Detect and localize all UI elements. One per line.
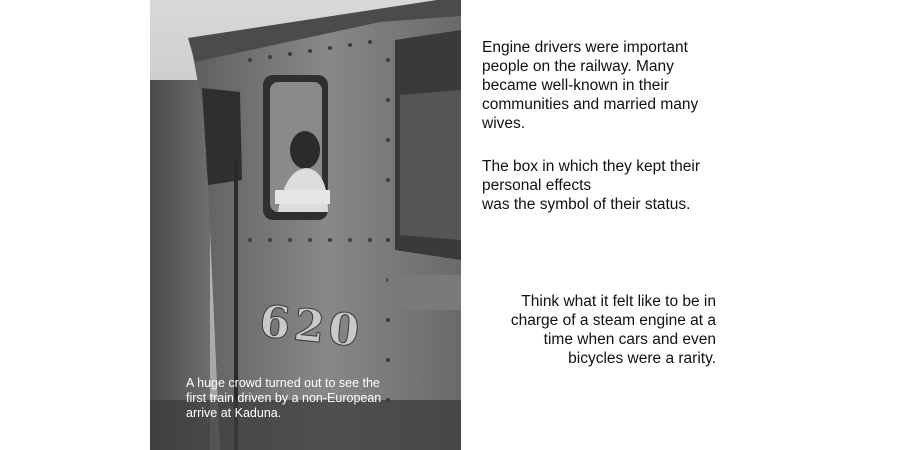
- text-line: The box in which they kept their: [482, 158, 700, 175]
- text-line: became well-known in their: [482, 77, 669, 94]
- caption-line: arrive at Kaduna.: [186, 406, 282, 420]
- paragraph-engine-drivers: [482, 38, 732, 133]
- caption-line: A huge crowd turned out to see the: [186, 376, 380, 390]
- text-line: communities and married many: [482, 96, 699, 113]
- text-line: bicycles were a rarity.: [568, 350, 716, 367]
- paragraph-status-box: [482, 157, 732, 214]
- engine-number: 620: [256, 295, 366, 358]
- text-line: Think what it felt like to be in: [521, 293, 716, 310]
- photo-caption: [186, 376, 426, 421]
- text-line: personal effects: [482, 177, 592, 194]
- text-line: charge of a steam engine at a: [510, 312, 716, 329]
- caption-line: first train driven by a non-European: [186, 391, 382, 405]
- paragraph-think: [490, 292, 716, 368]
- text-line: wives.: [482, 115, 526, 132]
- text-line: people on the railway. Many: [482, 58, 674, 75]
- text-line: Engine drivers were important: [482, 39, 688, 56]
- text-line: time when cars and even: [543, 331, 716, 348]
- locomotive-photo: [150, 0, 461, 450]
- text-line: was the symbol of their status.: [482, 196, 691, 213]
